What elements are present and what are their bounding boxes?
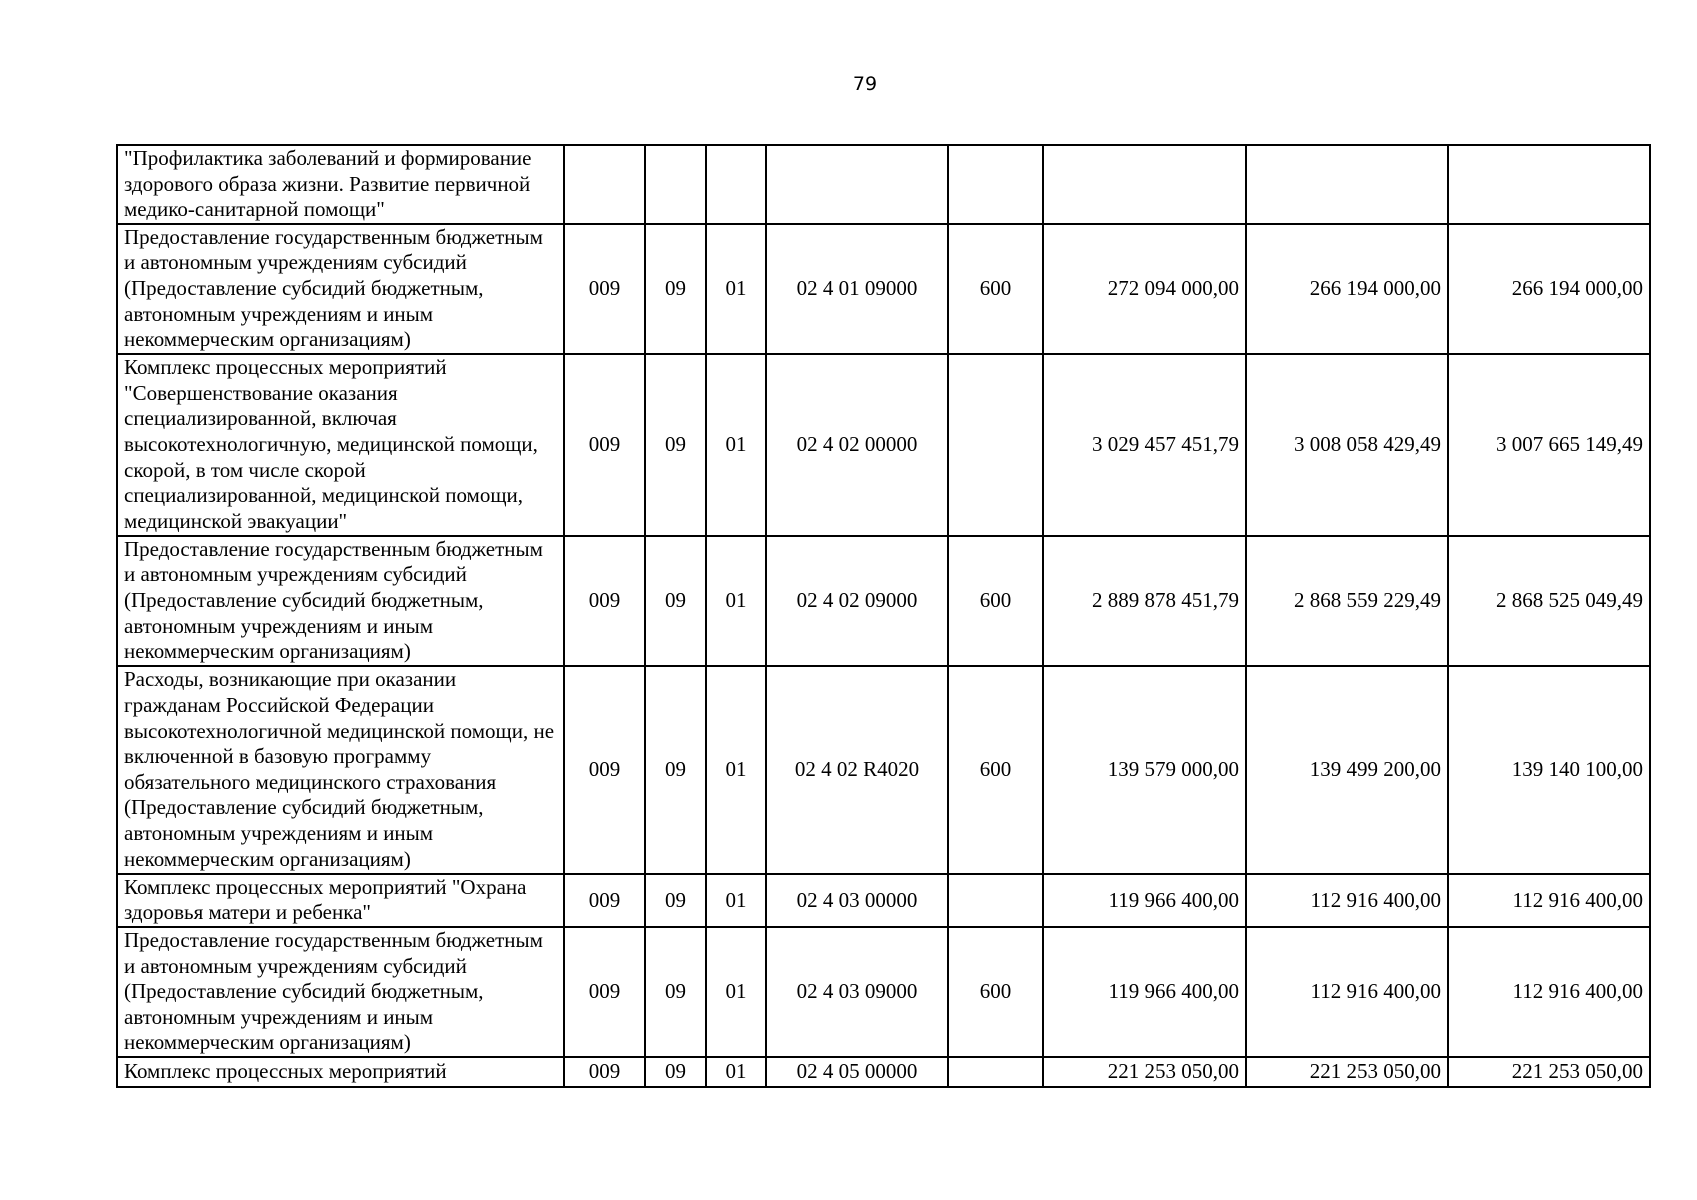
target-article-code <box>766 145 948 224</box>
amount-year-2: 112 916 400,00 <box>1246 874 1448 927</box>
section-code: 09 <box>645 354 706 536</box>
amount-year-3: 139 140 100,00 <box>1448 666 1650 874</box>
amount-year-3: 2 868 525 049,49 <box>1448 536 1650 666</box>
amount-year-2: 112 916 400,00 <box>1246 927 1448 1057</box>
expense-type-code: 600 <box>948 927 1043 1057</box>
amount-year-1: 119 966 400,00 <box>1043 927 1246 1057</box>
amount-year-1: 139 579 000,00 <box>1043 666 1246 874</box>
amount-year-2: 139 499 200,00 <box>1246 666 1448 874</box>
target-article-code: 02 4 01 09000 <box>766 224 948 354</box>
row-name: Комплекс процессных мероприятий <box>117 1057 564 1087</box>
expense-type-code: 600 <box>948 224 1043 354</box>
table-row <box>117 927 1650 1057</box>
amount-year-3: 112 916 400,00 <box>1448 874 1650 927</box>
section-code: 09 <box>645 666 706 874</box>
subsection-code: 01 <box>706 536 766 666</box>
expense-type-code: 600 <box>948 536 1043 666</box>
subsection-code: 01 <box>706 1057 766 1087</box>
table-row <box>117 145 1650 224</box>
target-article-code: 02 4 02 09000 <box>766 536 948 666</box>
amount-year-1 <box>1043 145 1246 224</box>
table-body <box>117 145 1650 1087</box>
amount-year-3: 221 253 050,00 <box>1448 1057 1650 1087</box>
table-row <box>117 354 1650 536</box>
amount-year-2 <box>1246 145 1448 224</box>
amount-year-3 <box>1448 145 1650 224</box>
amount-year-1: 119 966 400,00 <box>1043 874 1246 927</box>
row-name: Предоставление государственным бюджетным и автономным учреждениям субсидий (Предоставление субсидий бюджетным, автономным учреждениям и иным некоммерческим организациям) <box>117 536 564 666</box>
table-row <box>117 666 1650 874</box>
expense-type-code: 600 <box>948 666 1043 874</box>
table-row <box>117 536 1650 666</box>
section-code: 09 <box>645 927 706 1057</box>
subsection-code: 01 <box>706 927 766 1057</box>
dept-code: 009 <box>564 874 645 927</box>
amount-year-3: 266 194 000,00 <box>1448 224 1650 354</box>
target-article-code: 02 4 03 00000 <box>766 874 948 927</box>
subsection-code: 01 <box>706 354 766 536</box>
subsection-code <box>706 145 766 224</box>
expense-type-code <box>948 874 1043 927</box>
subsection-code: 01 <box>706 224 766 354</box>
dept-code: 009 <box>564 666 645 874</box>
section-code: 09 <box>645 1057 706 1087</box>
row-name: Предоставление государственным бюджетным и автономным учреждениям субсидий (Предоставление субсидий бюджетным, автономным учреждениям и иным некоммерческим организациям) <box>117 927 564 1057</box>
dept-code <box>564 145 645 224</box>
row-name: "Профилактика заболеваний и формирование здорового образа жизни. Развитие первичной медико-санитарной помощи" <box>117 145 564 224</box>
table-row <box>117 874 1650 927</box>
target-article-code: 02 4 03 09000 <box>766 927 948 1057</box>
amount-year-2: 221 253 050,00 <box>1246 1057 1448 1087</box>
row-name: Комплекс процессных мероприятий "Охрана здоровья матери и ребенка" <box>117 874 564 927</box>
table-row <box>117 224 1650 354</box>
amount-year-1: 272 094 000,00 <box>1043 224 1246 354</box>
budget-table <box>116 144 1651 1088</box>
row-name: Комплекс процессных мероприятий "Совершенствование оказания специализированной, включая высокотехнологичную, медицинской помощи, скорой, в том числе скорой специализированной, медицинской помощи, медицинской эвакуации" <box>117 354 564 536</box>
amount-year-2: 2 868 559 229,49 <box>1246 536 1448 666</box>
subsection-code: 01 <box>706 874 766 927</box>
amount-year-1: 221 253 050,00 <box>1043 1057 1246 1087</box>
target-article-code: 02 4 05 00000 <box>766 1057 948 1087</box>
page-number: 79 <box>852 73 878 95</box>
table-row <box>117 1057 1650 1087</box>
dept-code: 009 <box>564 354 645 536</box>
subsection-code: 01 <box>706 666 766 874</box>
target-article-code: 02 4 02 00000 <box>766 354 948 536</box>
dept-code: 009 <box>564 927 645 1057</box>
target-article-code: 02 4 02 R4020 <box>766 666 948 874</box>
section-code <box>645 145 706 224</box>
row-name: Расходы, возникающие при оказании гражданам Российской Федерации высокотехнологичной медицинской помощи, не включенной в базовую программу обязательного медицинского страхования (Предоставление субсидий бюджетным, автономным учреждениям и иным некоммерческим организациям) <box>117 666 564 874</box>
amount-year-2: 266 194 000,00 <box>1246 224 1448 354</box>
dept-code: 009 <box>564 536 645 666</box>
amount-year-1: 2 889 878 451,79 <box>1043 536 1246 666</box>
expense-type-code <box>948 145 1043 224</box>
row-name: Предоставление государственным бюджетным и автономным учреждениям субсидий (Предоставление субсидий бюджетным, автономным учреждениям и иным некоммерческим организациям) <box>117 224 564 354</box>
section-code: 09 <box>645 224 706 354</box>
dept-code: 009 <box>564 224 645 354</box>
expense-type-code <box>948 1057 1043 1087</box>
amount-year-1: 3 029 457 451,79 <box>1043 354 1246 536</box>
dept-code: 009 <box>564 1057 645 1087</box>
amount-year-2: 3 008 058 429,49 <box>1246 354 1448 536</box>
amount-year-3: 112 916 400,00 <box>1448 927 1650 1057</box>
section-code: 09 <box>645 874 706 927</box>
section-code: 09 <box>645 536 706 666</box>
amount-year-3: 3 007 665 149,49 <box>1448 354 1650 536</box>
expense-type-code <box>948 354 1043 536</box>
